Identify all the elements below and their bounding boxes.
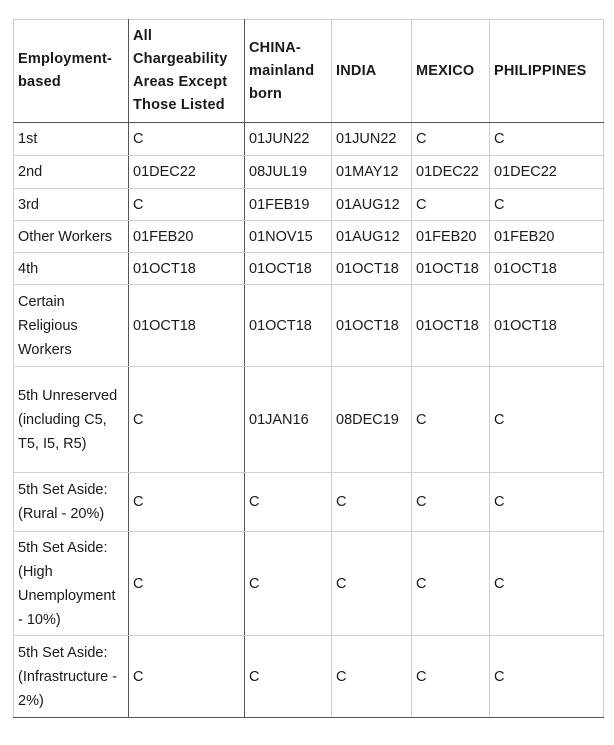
india-cell: C [332,532,412,636]
row-category-cell: 5th Set Aside: (Infrastructure - 2%) [14,636,129,718]
table-row [14,189,604,221]
all-areas-cell: 01OCT18 [129,253,245,285]
all-areas-cell: 01FEB20 [129,221,245,253]
mexico-cell: 01FEB20 [412,221,490,253]
china-cell: 08JUL19 [245,156,332,189]
all-areas-cell: C [129,636,245,718]
india-cell: 01OCT18 [332,285,412,367]
china-cell: 01JAN16 [245,367,332,473]
philippines-cell: C [490,367,604,473]
china-cell: 01FEB19 [245,189,332,221]
india-cell: 01MAY12 [332,156,412,189]
india-cell: 01JUN22 [332,123,412,156]
india-cell: 01AUG12 [332,221,412,253]
china-cell: C [245,532,332,636]
philippines-cell: C [490,189,604,221]
philippines-cell: 01FEB20 [490,221,604,253]
india-cell: C [332,636,412,718]
philippines-cell: 01OCT18 [490,285,604,367]
all-areas-cell: C [129,123,245,156]
table-row [14,532,604,636]
header-mexico: MEXICO [412,20,490,123]
all-areas-cell: C [129,367,245,473]
india-cell: 01AUG12 [332,189,412,221]
header-all-chargeability: All Chargeability Areas Except Those Listed [129,20,245,123]
mexico-cell: 01DEC22 [412,156,490,189]
all-areas-cell: 01DEC22 [129,156,245,189]
philippines-cell: C [490,123,604,156]
philippines-cell: C [490,532,604,636]
table-row [14,636,604,718]
header-row [14,20,604,123]
china-cell: 01OCT18 [245,285,332,367]
row-category-cell: Certain Religious Workers [14,285,129,367]
mexico-cell: C [412,123,490,156]
mexico-cell: 01OCT18 [412,253,490,285]
header-china: CHINA-mainland born [245,20,332,123]
all-areas-cell: C [129,189,245,221]
header-philippines: PHILIPPINES [490,20,604,123]
all-areas-cell: C [129,532,245,636]
china-cell: C [245,473,332,532]
table-row [14,156,604,189]
table-row [14,367,604,473]
india-cell: C [332,473,412,532]
philippines-cell: 01DEC22 [490,156,604,189]
mexico-cell: C [412,367,490,473]
china-cell: C [245,636,332,718]
visa-bulletin-table-container [13,19,604,718]
row-category-cell: Other Workers [14,221,129,253]
table-row [14,285,604,367]
row-category-cell: 4th [14,253,129,285]
table-row [14,123,604,156]
row-category-cell: 5th Set Aside: (Rural - 20%) [14,473,129,532]
header-employment-based: Employment-based [14,20,129,123]
mexico-cell: 01OCT18 [412,285,490,367]
mexico-cell: C [412,636,490,718]
row-category-cell: 5th Unreserved (including C5, T5, I5, R5) [14,367,129,473]
philippines-cell: C [490,473,604,532]
india-cell: 01OCT18 [332,253,412,285]
philippines-cell: 01OCT18 [490,253,604,285]
mexico-cell: C [412,189,490,221]
table-row [14,221,604,253]
mexico-cell: C [412,473,490,532]
all-areas-cell: C [129,473,245,532]
table-row [14,253,604,285]
china-cell: 01NOV15 [245,221,332,253]
china-cell: 01OCT18 [245,253,332,285]
table-row [14,473,604,532]
all-areas-cell: 01OCT18 [129,285,245,367]
row-category-cell: 1st [14,123,129,156]
row-category-cell: 3rd [14,189,129,221]
india-cell: 08DEC19 [332,367,412,473]
row-category-cell: 2nd [14,156,129,189]
china-cell: 01JUN22 [245,123,332,156]
row-category-cell: 5th Set Aside: (High Unemployment - 10%) [14,532,129,636]
visa-bulletin-table [13,19,604,718]
philippines-cell: C [490,636,604,718]
header-india: INDIA [332,20,412,123]
mexico-cell: C [412,532,490,636]
